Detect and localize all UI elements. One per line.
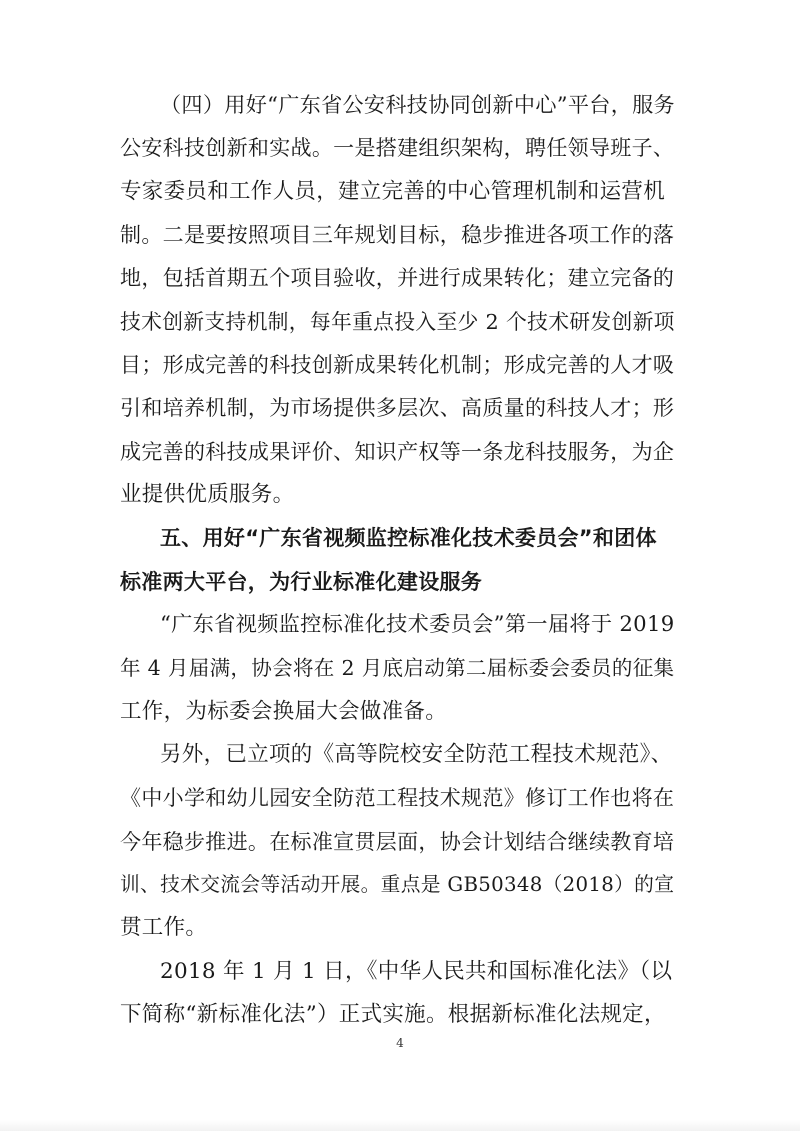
committee-paragraph-line-3: 工作，为标委会换届大会做准备。 (120, 699, 448, 724)
committee-paragraph-line-2: 年 4 月届满，协会将在 2 月底启动第二届标委会委员的征集 (120, 656, 675, 680)
standards-paragraph-line-1: 另外，已立项的《高等院校安全防范工程技术规范》、 (160, 742, 673, 767)
page-number: 4 (396, 1036, 404, 1050)
section-four-line-3: 专家委员和工作人员，建立完善的中心管理机制和运营机 (120, 179, 666, 204)
section-four-line-8: 引和培养机制，为市场提供多层次、高质量的科技人才；形 (120, 395, 675, 420)
standards-paragraph-line-4: 训、技术交流会等活动开展。重点是 GB50348（2018）的宣 (120, 873, 675, 896)
section-four-line-7: 目；形成完善的科技创新成果转化机制；形成完善的人才吸 (120, 352, 675, 377)
section-five-heading-line-1: 五、用好“广东省视频监控标准化技术委员会”和团体 (160, 526, 657, 550)
section-four-line-1: （四）用好“广东省公安科技协同创新中心”平台，服务 (160, 92, 675, 117)
committee-paragraph-line-1: “广东省视频监控标准化技术委员会”第一届将于 2019 (160, 612, 675, 637)
law-paragraph-line-1: 2018 年 1 月 1 日，《中华人民共和国标准化法》（以 (160, 959, 673, 984)
section-four-line-2: 公安科技创新和实战。一是搭建组织架构，聘任领导班子、 (120, 135, 675, 160)
section-four-line-5: 地，包括首期五个项目验收，并进行成果转化；建立完备的 (120, 265, 675, 290)
section-five-heading-line-2: 标准两大平台，为行业标准化建设服务 (120, 570, 483, 594)
section-four-line-6: 技术创新支持机制，每年重点投入至少 2 个技术研发创新项 (120, 310, 675, 334)
scan-edge (0, 1120, 800, 1131)
standards-paragraph-line-3: 今年稳步推进。在标准宣贯层面，协会计划结合继续教育培 (120, 829, 675, 854)
section-four-line-9: 成完善的科技成果评价、知识产权等一条龙科技服务，为企 (120, 439, 675, 464)
standards-paragraph-line-2: 《中小学和幼儿园安全防范工程技术规范》修订工作也将在 (120, 785, 675, 810)
section-four-line-4: 制。二是要按照项目三年规划目标，稳步推进各项工作的落 (120, 222, 675, 247)
section-four-line-10: 业提供优质服务。 (120, 482, 295, 507)
standards-paragraph-line-5: 贯工作。 (120, 915, 208, 940)
law-paragraph-line-2: 下简称“新标准化法”）正式实施。根据新标准化法规定， (120, 1002, 666, 1027)
